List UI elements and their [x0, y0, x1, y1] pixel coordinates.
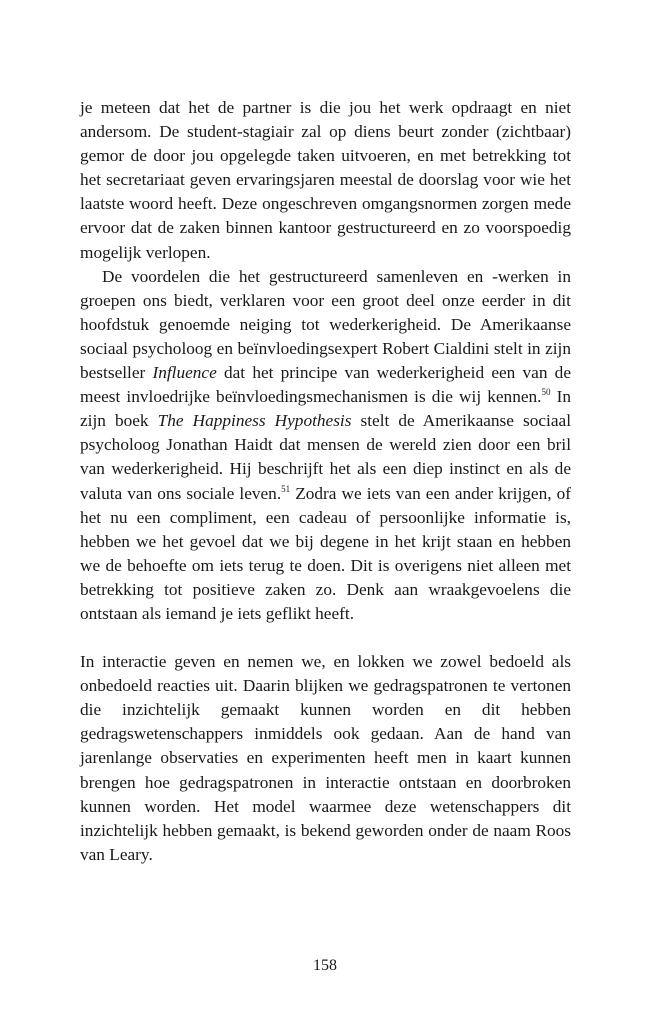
paragraph-2-text: dat het principe van wederkerigheid een van de meest invloedrijke beïnvloedingsmechanismen is die wij kennen.: [80, 363, 571, 407]
body-text: [80, 96, 571, 867]
footnote-ref-50: 50: [541, 387, 551, 398]
paragraph-2-text: In zijn boek: [80, 387, 571, 431]
paragraph-3: In interactie geven en nemen we, en lokken we zowel bedoeld als onbedoeld reacties uit. Daarin blijken we gedragspatronen te vertonen die inzichtelijk gemaakt kunnen worden en dit hebben gedragswetenschappers inmiddels ook gedaan. Aan de hand van jarenlange observaties en experimenten heeft men in kaart kunnen brengen hoe gedragspatronen in interactie ontstaan en doorbroken kunnen worden. Het model waarmee deze wetenschappers dit inzichtelijk hebben gemaakt, is bekend geworden onder de naam Roos van Leary.: [80, 652, 571, 864]
paragraph-1: je meteen dat het de partner is die jou het werk opdraagt en niet andersom. De student-stagiair zal op diens beurt zonder (zichtbaar) gemor de door jou opgelegde taken uitvoeren, en met betrekking tot het secretariaat geven ervaringsjaren meestal de doorslag voor wie het laatste woord heeft. Deze ongeschreven omgangsnormen zorgen mede ervoor dat de zaken binnen kantoor gestructureerd en zo voorspoedig mogelijk verlopen.: [80, 98, 571, 262]
paragraph-2-text: stelt de Amerikaanse sociaal psycholoog Jonathan Haidt dat mensen de wereld zien door een bril van wederkerigheid. Hij beschrijft het als een diep instinct en als de valuta van ons sociale leven.: [80, 411, 571, 503]
footnote-ref-51: 51: [281, 483, 291, 494]
paragraph-2-text: De voordelen die het gestructureerd samenleven en -werken in groepen ons biedt, verklaren voor een groot deel onze eerder in dit hoofdstuk genoemde neiging tot wederkerigheid. De Amerikaanse sociaal psycholoog en beïnvloedingsexpert Robert Cialdini stelt in zijn bestseller: [80, 266, 571, 383]
book-title-happiness-hypothesis: The Happiness Hypothesis: [157, 411, 352, 431]
paragraph-2-text: Zodra we iets van een ander krijgen, of het nu een compliment, een cadeau of persoonlijke informatie is, hebben we het gevoel dat we bij degene in het krijt staan en hebben we de behoefte om iets terug te doen. Dit is overigens niet alleen met betrekking tot positieve zaken zo. Denk aan wraakgevoelens die ontstaan als iemand je iets geflikt heeft.: [80, 483, 571, 623]
book-title-influence: Influence: [152, 363, 217, 383]
page-number: 158: [313, 957, 337, 974]
paragraph-2: [80, 265, 571, 626]
